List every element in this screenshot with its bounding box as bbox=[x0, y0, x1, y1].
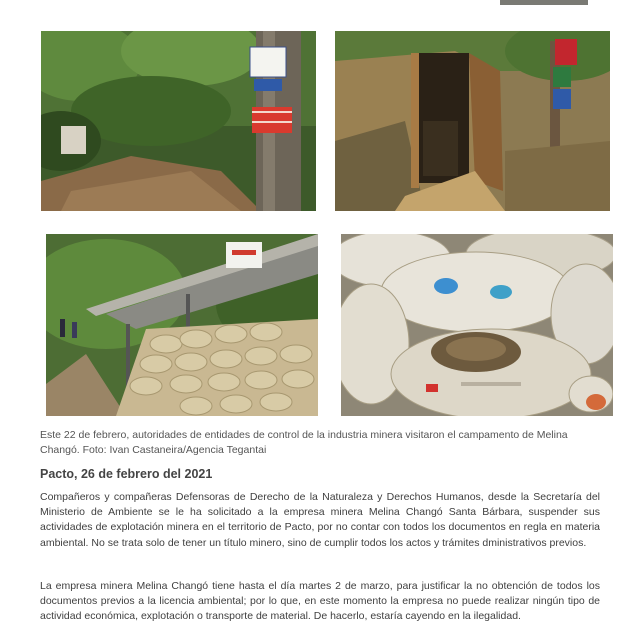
top-edge-bar bbox=[500, 0, 588, 5]
photo-forest-signs bbox=[41, 31, 316, 211]
photo-ore-sacks bbox=[341, 234, 613, 416]
photo-caption: Este 22 de febrero, autoridades de entidades de control de la industria minera visitaron el campamento de Melina Changó. Foto: Ivan Castaneira/Agencia Tegantai bbox=[40, 429, 568, 456]
dateline: Pacto, 26 de febrero del 2021 bbox=[40, 467, 213, 481]
body-paragraph-1: Compañeros y compañeras Defensoras de Derecho de la Naturaleza y Derechos Humanos, desde la Secretaría del Ministerio de Ambiente se le ha solicitado a la empresa minera Melina Changó Santa Bárbara, suspender sus actividades de explotación minera en el territorio de Pacto, por no contar con todos los documentos en regla en materia ambiental. No se trata solo de tener un título minero, sino de cumplir todos los actos y trámites dministrativos previos. bbox=[40, 491, 600, 549]
body-paragraph-2: La empresa minera Melina Changó tiene hasta el día martes 2 de marzo, para justificar la no obtención de todos los documentos previos a la licencia ambiental; por lo que, en este momento la empresa no puede realizar ningún tipo de actividad económica, explotación o transporte de material. De hacerlo, estaría cayendo en la ilegalidad. bbox=[40, 580, 600, 623]
photo-mine-entrance bbox=[335, 31, 610, 211]
photo-sack-shelter bbox=[46, 234, 318, 416]
